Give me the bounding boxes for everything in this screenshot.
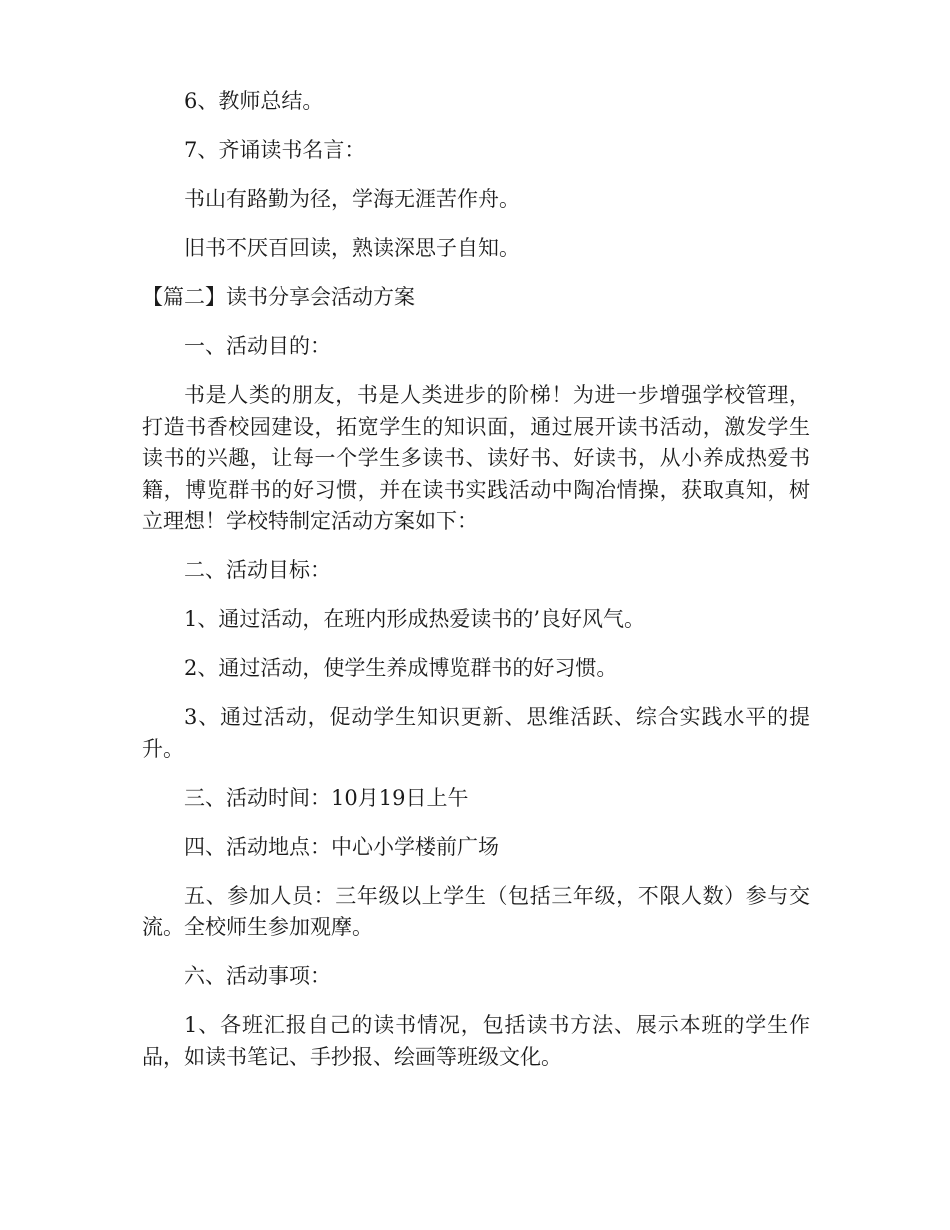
paragraph-goal-1: 1、通过活动，在班内形成热爱读书的’良好风气。 (184, 607, 646, 631)
heading-activity-purpose: 一、活动目的： (184, 334, 331, 358)
paragraph-item-1: 1、各班汇报自己的读书情况，包括读书方法、展示本班的学生作品，如读书笔记、手抄报、绘画等班级文化。 (142, 1013, 810, 1069)
paragraph-activity-time: 三、活动时间：10月19日上午 (184, 785, 469, 810)
paragraph-quote-1: 书山有路勤为径，学海无涯苦作舟。 (184, 187, 520, 211)
paragraph-recite-quotes: 7、齐诵读书名言： (184, 138, 366, 162)
paragraph-quote-2: 旧书不厌百回读，熟读深思子自知。 (184, 236, 520, 260)
paragraph-goal-2: 2、通过活动，使学生养成博览群书的好习惯。 (184, 656, 618, 680)
paragraph-participants: 五、参加人员：三年级以上学生（包括三年级，不限人数）参与交流。全校师生参加观摩。 (142, 883, 810, 939)
paragraph-purpose-body: 书是人类的朋友，书是人类进步的阶梯！为进一步增强学校管理，打造书香校园建设，拓宽学生的知识面，通过展开读书活动，激发学生读书的兴趣，让每一个学生多读书、读好书、好读书，从小养成热爱书籍，博览群书的好习惯，并在读书实践活动中陶冶情操，获取真知，树立理想！学校特制定活动方案如下： (142, 383, 810, 533)
paragraph-activity-location: 四、活动地点：中心小学楼前广场 (184, 834, 499, 859)
paragraph-teacher-summary: 6、教师总结。 (184, 89, 324, 113)
heading-activity-items: 六、活动事项： (184, 964, 331, 988)
document-body (142, 86, 810, 1091)
paragraph-goal-3: 3、通过活动，促动学生知识更新、思维活跃、综合实践水平的提升。 (142, 705, 810, 761)
section-heading-part-two: 【篇二】读书分享会活动方案 (142, 285, 415, 309)
heading-activity-goals: 二、活动目标： (184, 558, 331, 582)
